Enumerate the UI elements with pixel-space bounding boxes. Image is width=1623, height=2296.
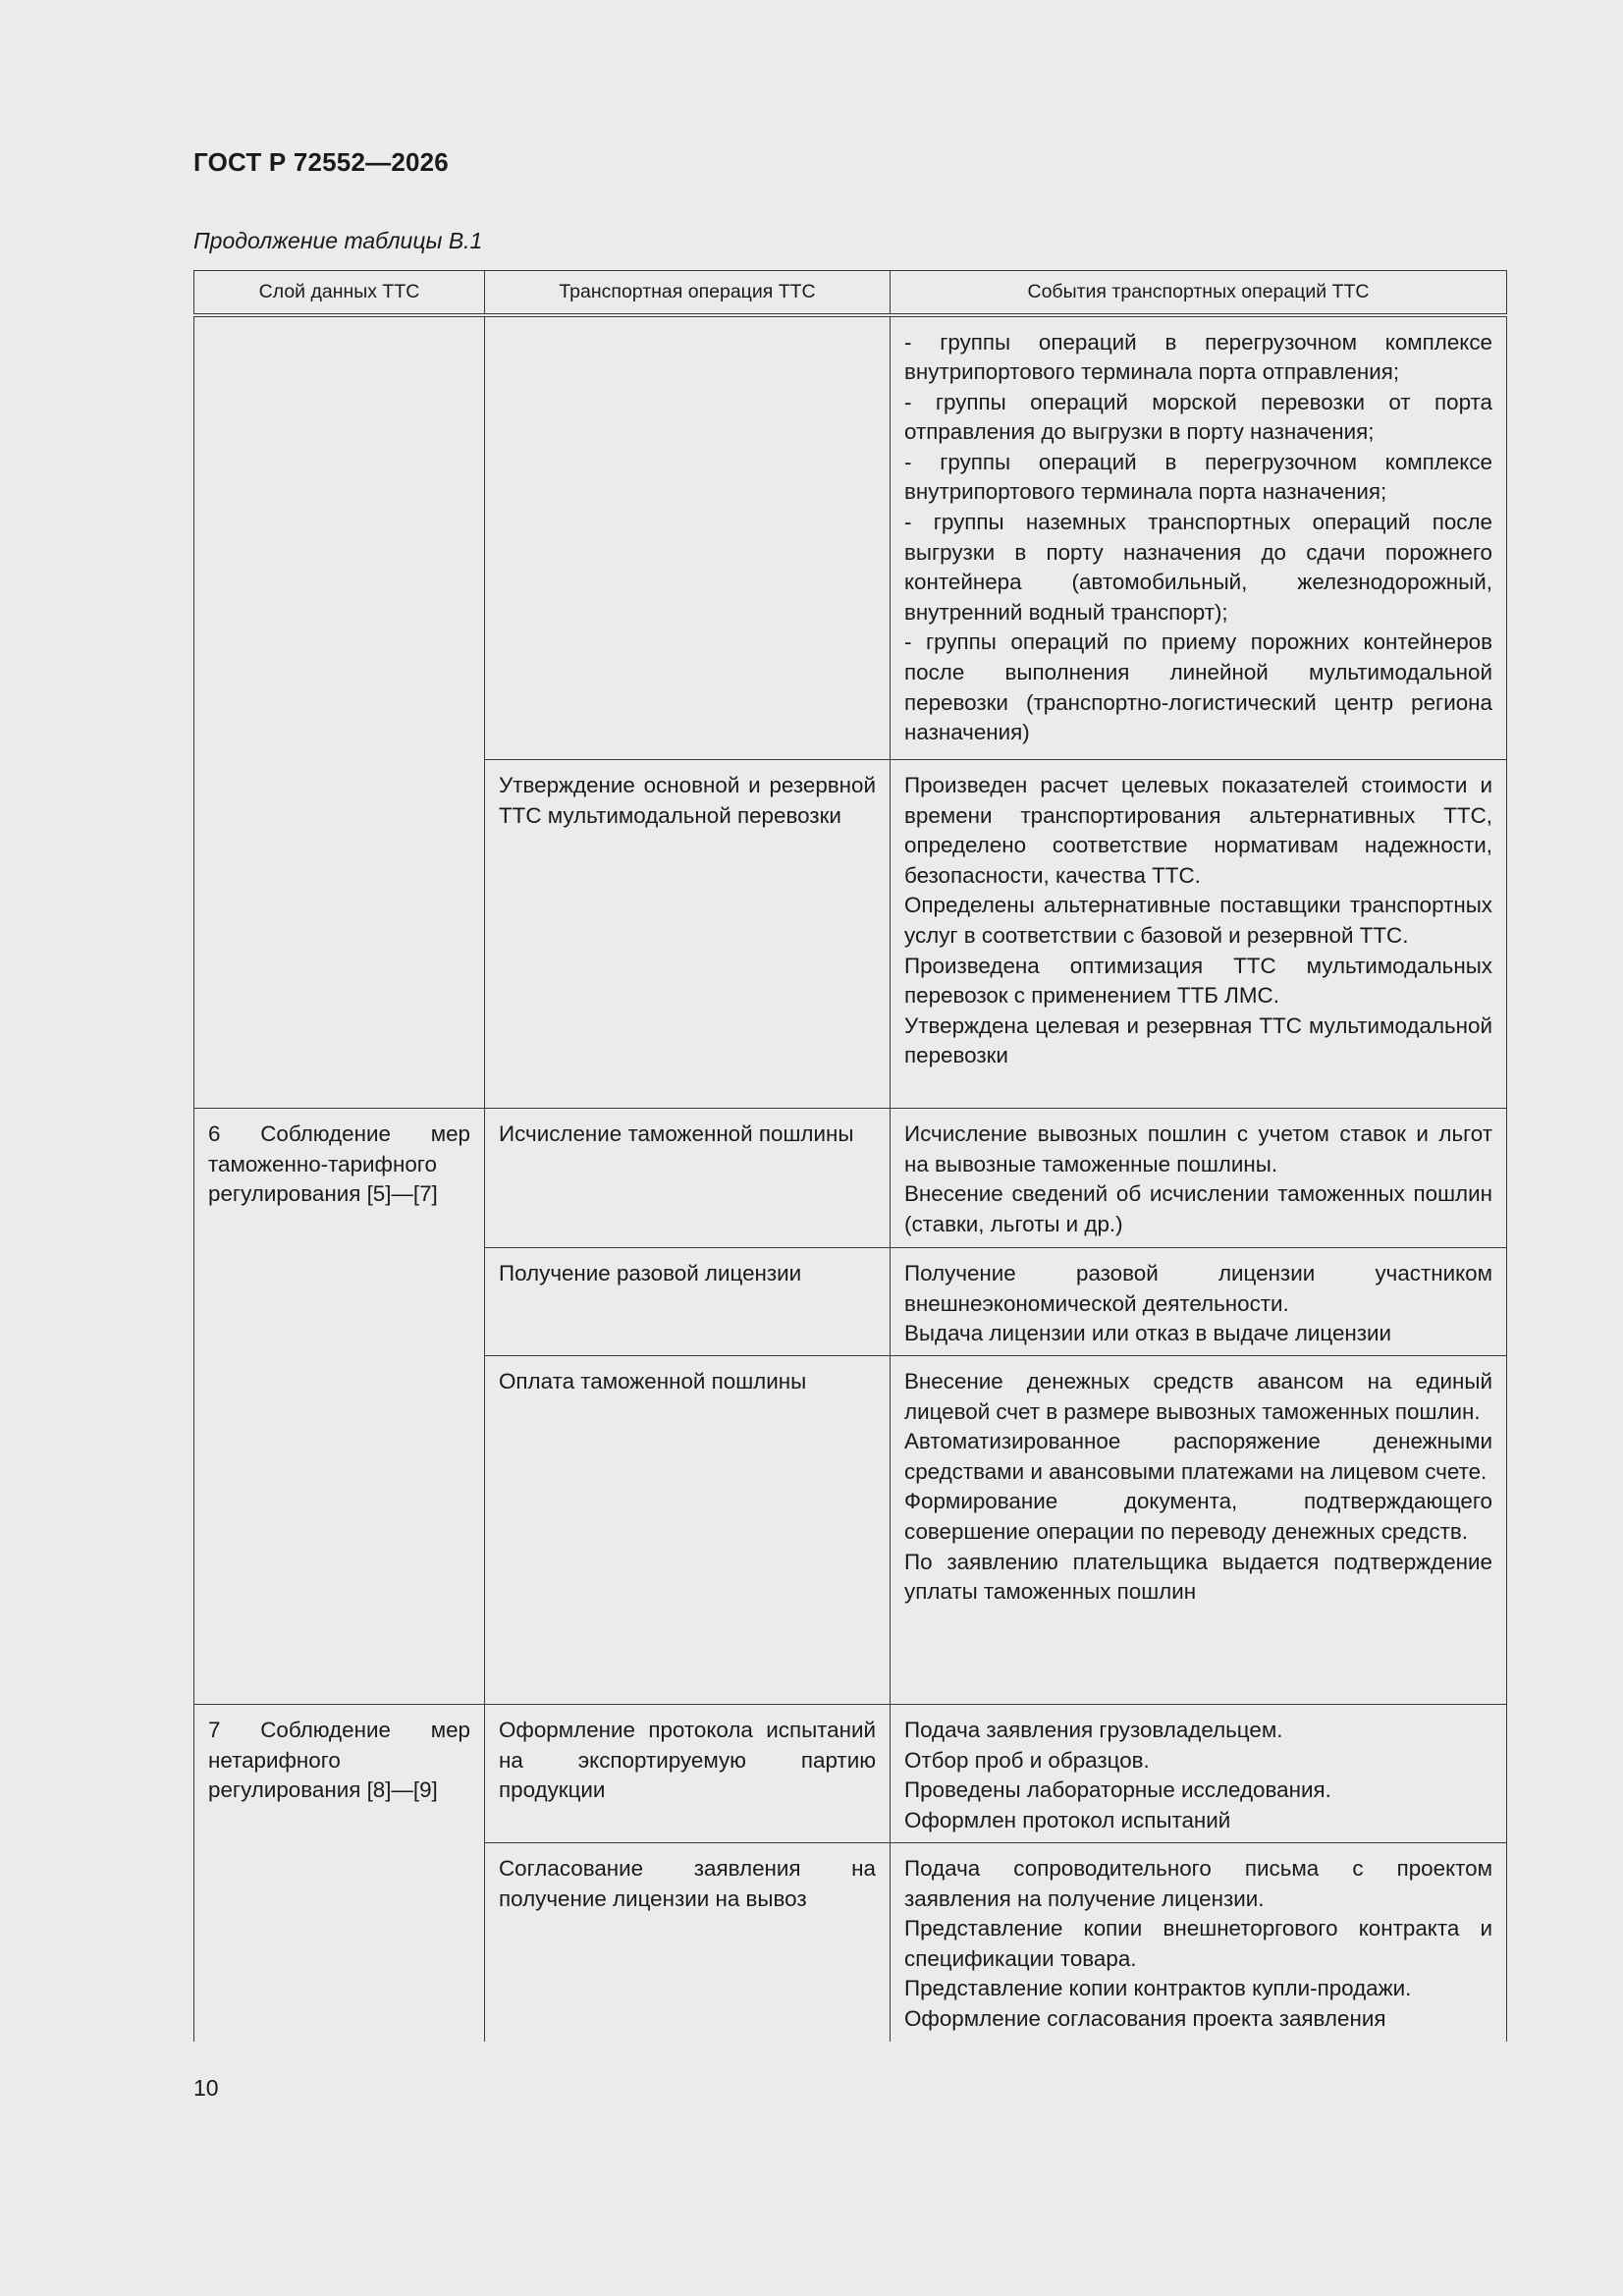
table-container bbox=[193, 270, 1506, 2042]
event-line: Определены альтернативные поставщики транспортных услуг в соответствии с базовой и резервной ТТС. bbox=[904, 893, 1492, 948]
event-line: Оформление согласования проекта заявления bbox=[904, 2005, 1386, 2031]
layer-cell: 7 Соблюдение мер нетарифного регулирования [8]—[9] bbox=[194, 1705, 485, 2042]
operation-cell: Утверждение основной и резервной ТТС мультимодальной перевозки bbox=[485, 760, 891, 1109]
layer-cell: 6 Соблюдение мер таможенно-тарифного регулирования [5]—[7] bbox=[194, 1109, 485, 1705]
event-line: Представление копии контрактов купли-продажи. bbox=[904, 1976, 1412, 2001]
event-line: Отбор проб и образцов. bbox=[904, 1747, 1150, 1773]
event-line: - группы операций морской перевозки от порта отправления до выгрузки в порту назначения; bbox=[904, 389, 1492, 445]
events-cell bbox=[891, 1843, 1507, 2042]
event-line: Представление копии внешнеторгового контракта и спецификации товара. bbox=[904, 1916, 1492, 1971]
event-line: Произведен расчет целевых показателей стоимости и времени транспортирования альтернативных ТТС, определено соответствие нормативам надежности, безопасности, качества ТТС. bbox=[904, 773, 1492, 888]
operation-cell: Оформление протокола испытаний на экспортируемую партию продукции bbox=[485, 1705, 891, 1843]
table-row bbox=[194, 1705, 1507, 1843]
event-line: - группы операций по приему порожних контейнеров после выполнения линейной мультимодальной перевозки (транспортно-логистический центр региона назначения) bbox=[904, 629, 1492, 745]
event-line: Получение разовой лицензии участником внешнеэкономической деятельности. bbox=[904, 1261, 1492, 1316]
event-line: - группы наземных транспортных операций после выгрузки в порту назначения до сдачи порожнего контейнера (автомобильный, железнодорожный, внутренний водный транспорт); bbox=[904, 510, 1492, 625]
event-line: Проведены лабораторные исследования. bbox=[904, 1777, 1331, 1803]
operation-cell: Оплата таможенной пошлины bbox=[485, 1356, 891, 1705]
operation-cell: Согласование заявления на получение лицензии на вывоз bbox=[485, 1843, 891, 2042]
operation-cell bbox=[485, 315, 891, 760]
event-line: Внесение денежных средств авансом на единый лицевой счет в размере вывозных таможенных пошлин. bbox=[904, 1369, 1492, 1424]
event-line: Выдача лицензии или отказ в выдаче лицензии bbox=[904, 1321, 1392, 1346]
events-cell bbox=[891, 315, 1507, 760]
event-line: - группы операций в перегрузочном комплексе внутрипортового терминала порта назначения; bbox=[904, 449, 1492, 505]
events-cell bbox=[891, 1248, 1507, 1356]
page-number: 10 bbox=[193, 2075, 219, 2101]
events-cell bbox=[891, 760, 1507, 1109]
event-line: Произведена оптимизация ТТС мультимодальных перевозок с применением ТТБ ЛМС. bbox=[904, 953, 1492, 1009]
document-code: ГОСТ Р 72552—2026 bbox=[193, 147, 449, 177]
event-line: Подача сопроводительного письма с проектом заявления на получение лицензии. bbox=[904, 1856, 1492, 1911]
table-caption: Продолжение таблицы В.1 bbox=[193, 228, 483, 253]
events-cell bbox=[891, 1705, 1507, 1843]
layer-cell bbox=[194, 315, 485, 1109]
event-line: По заявлению плательщика выдается подтверждение уплаты таможенных пошлин bbox=[904, 1549, 1492, 1605]
column-header: События транспортных операций ТТС bbox=[891, 271, 1507, 315]
column-header: Транспортная операция ТТС bbox=[485, 271, 891, 315]
event-line: Исчисление вывозных пошлин с учетом ставок и льгот на вывозные таможенные пошлины. bbox=[904, 1121, 1492, 1176]
event-line: Подача заявления грузовладельцем. bbox=[904, 1718, 1283, 1742]
event-line: Утверждена целевая и резервная ТТС мультимодальной перевозки bbox=[904, 1012, 1492, 1068]
operation-cell: Получение разовой лицензии bbox=[485, 1248, 891, 1356]
event-line: Формирование документа, подтверждающего совершение операции по переводу денежных средств. bbox=[904, 1489, 1492, 1544]
events-table bbox=[193, 270, 1507, 2042]
event-line: - группы операций в перегрузочном комплексе внутрипортового терминала порта отправления; bbox=[904, 329, 1492, 385]
column-header: Слой данных ТТС bbox=[194, 271, 485, 315]
event-line: Внесение сведений об исчислении таможенных пошлин (ставки, льготы и др.) bbox=[904, 1181, 1492, 1236]
operation-cell: Исчисление таможенной пошлины bbox=[485, 1109, 891, 1248]
event-line: Автоматизированное распоряжение денежными средствами и авансовыми платежами на лицевом счете. bbox=[904, 1429, 1492, 1484]
table-row bbox=[194, 1109, 1507, 1248]
events-cell bbox=[891, 1109, 1507, 1248]
table-header-row bbox=[194, 271, 1507, 315]
event-line: Оформлен протокол испытаний bbox=[904, 1807, 1231, 1832]
events-cell bbox=[891, 1356, 1507, 1705]
table-row bbox=[194, 315, 1507, 760]
